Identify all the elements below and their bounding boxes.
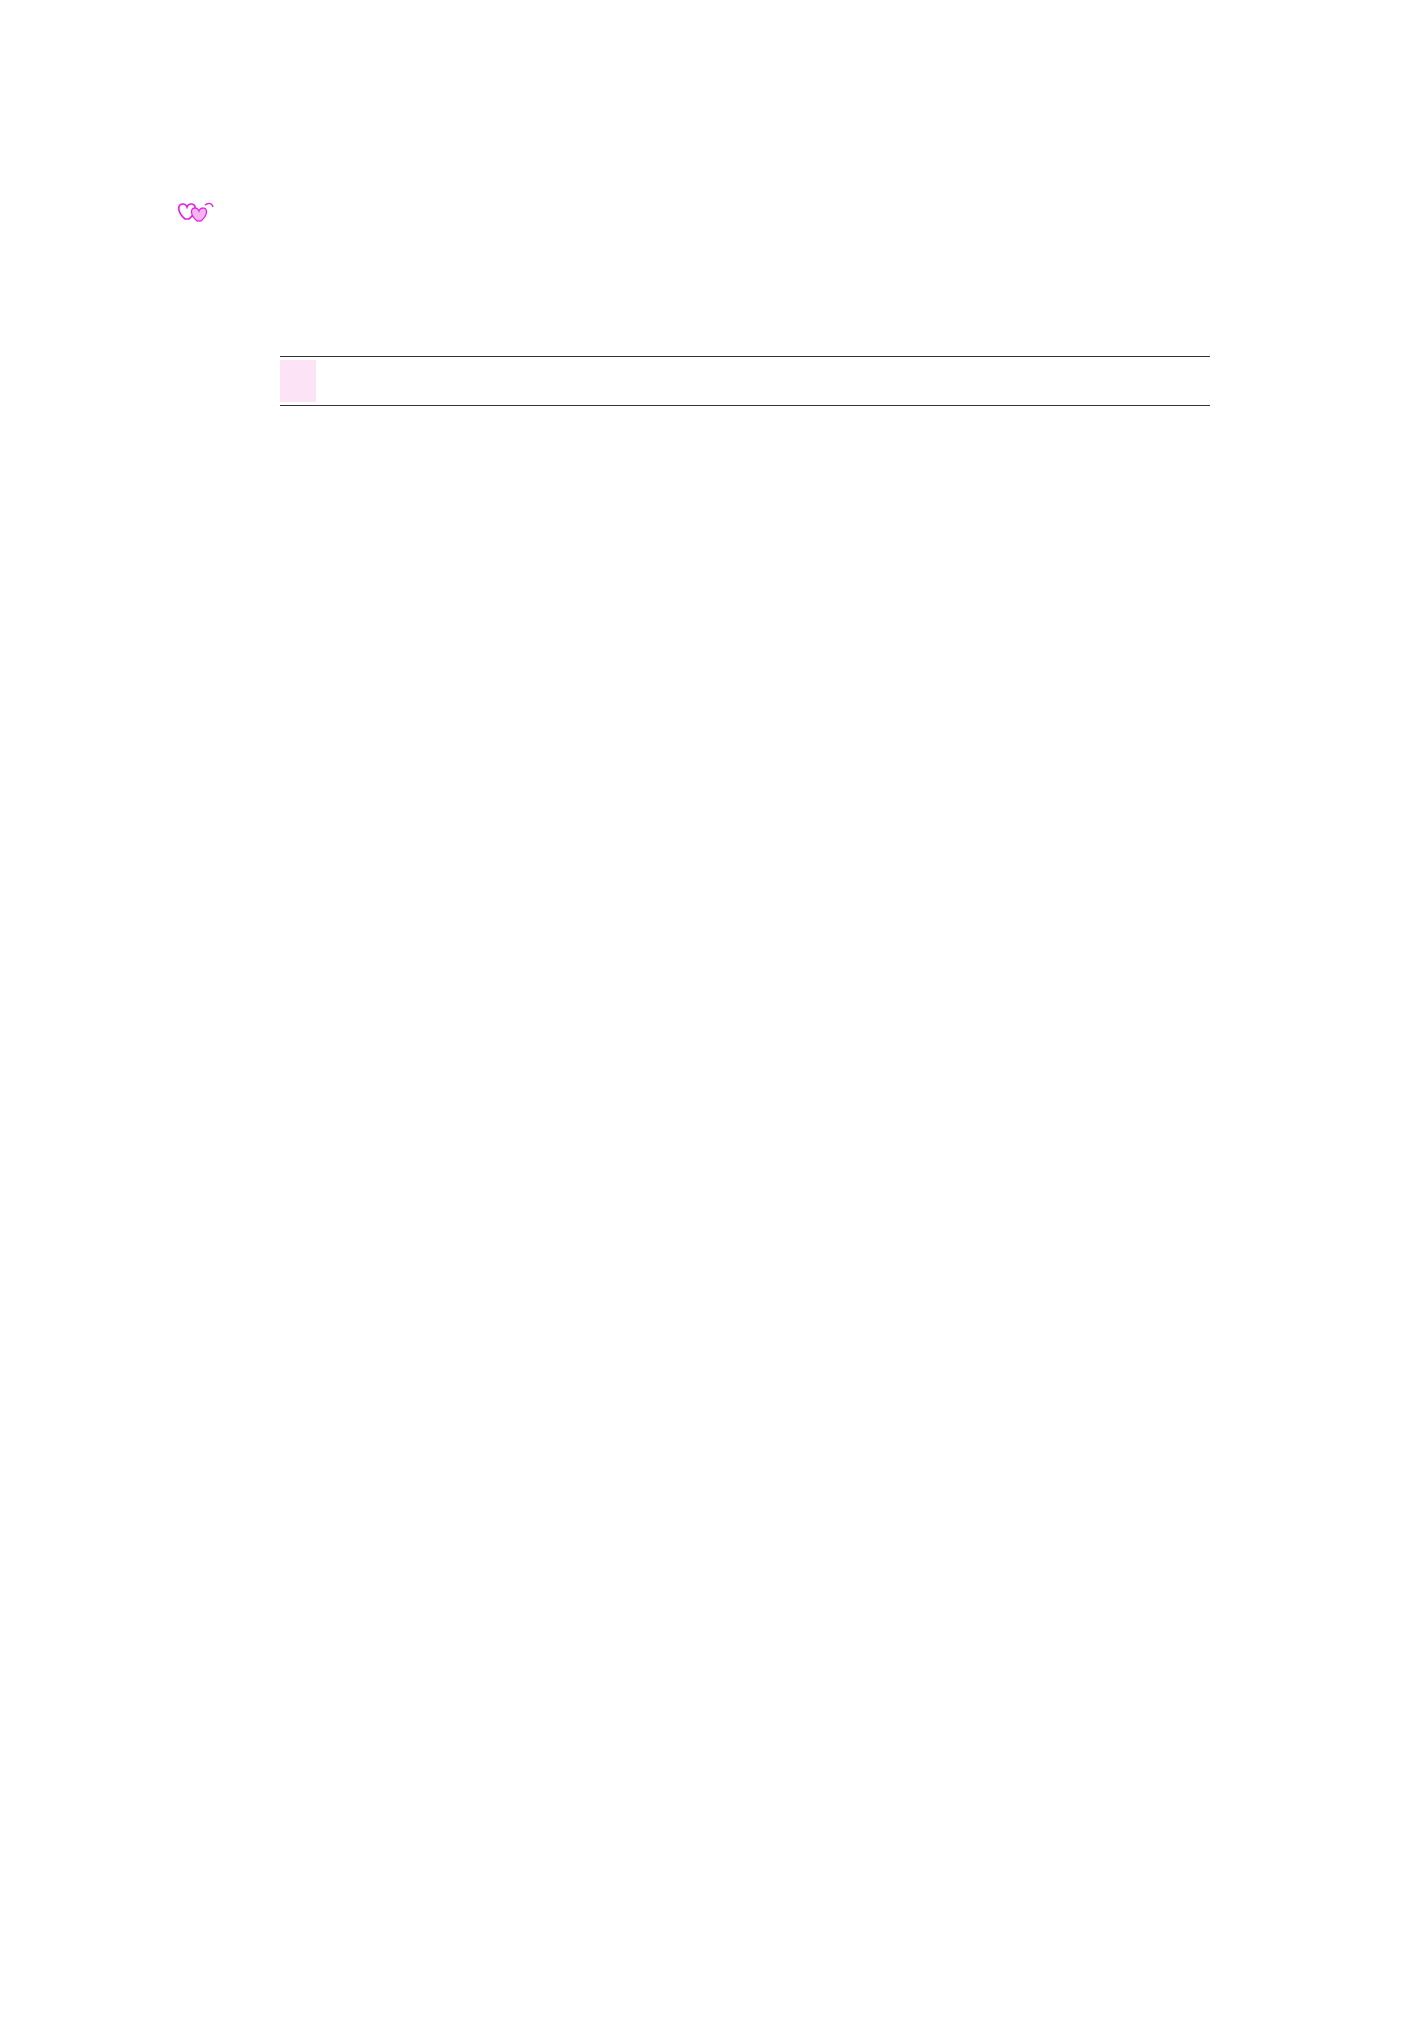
page-header [175, 188, 257, 236]
chapter-heading [280, 356, 1210, 406]
hearts-icon [175, 197, 215, 227]
chapter-number [280, 360, 316, 402]
table-of-contents [280, 260, 1210, 432]
